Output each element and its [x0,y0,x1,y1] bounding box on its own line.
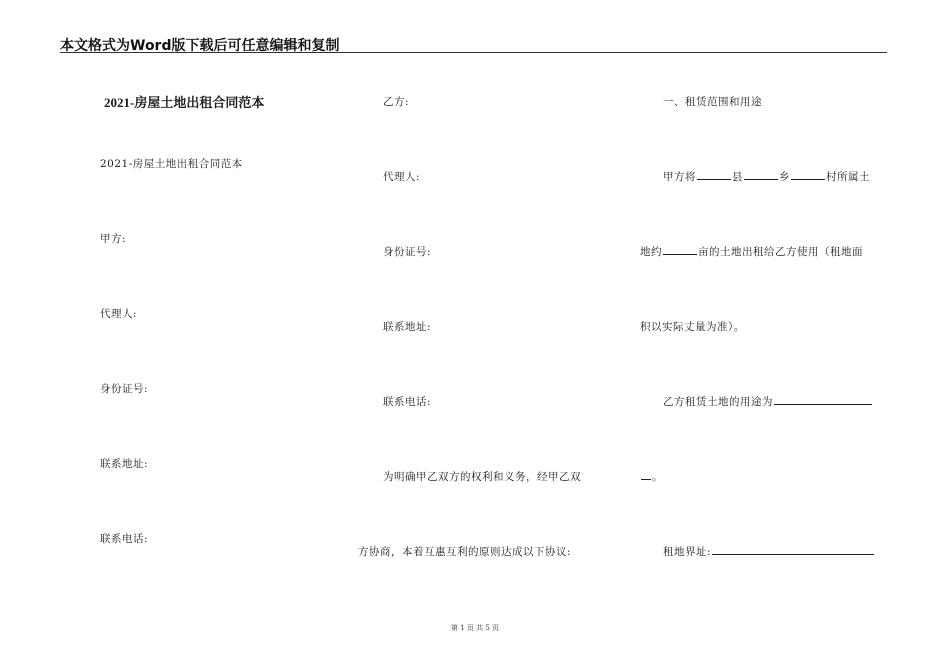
party-b-phone-label: 联系电话: [383,396,432,408]
document-title: 2021-房屋土地出租合同范本 [104,95,265,110]
clause-text: 甲方将 [663,171,696,183]
clause-text: 租地界址: [663,546,712,558]
party-a-label: 甲方: [100,233,127,245]
usage-blank-continued [641,469,651,480]
clause-text: 县 [732,171,743,183]
party-b-label: 乙方: [383,96,410,108]
page-number: 第 1 页 共 5 页 [450,624,500,632]
clause-line-1 [663,169,870,184]
usage-blank [774,394,872,405]
clause-text: 地约 [640,246,662,258]
party-b-address-label: 联系地址: [383,321,432,333]
party-a-agent-label: 代理人: [100,308,138,320]
header-title: 本文格式为Word版下载后可任意编辑和复制 [60,38,340,54]
document-subtitle: 2021-房屋土地出租合同范本 [100,158,243,170]
clause-text: 乡 [779,171,790,183]
county-blank [697,169,731,180]
party-b-agent-label: 代理人: [383,171,421,183]
section-heading-scope: 一、租赁范围和用途 [663,96,762,108]
boundary-blank [712,544,874,555]
clause-line-6 [663,544,875,559]
village-blank [791,169,825,180]
clause-line-2 [640,244,863,259]
area-blank [663,244,697,255]
party-a-address-label: 联系地址: [100,458,149,470]
clause-text: 。 [652,471,663,483]
party-b-id-label: 身份证号: [383,246,432,258]
intro-line-1: 为明确甲乙双方的权利和义务，经甲乙双 [383,471,581,483]
clause-line-3: 积以实际丈量为准）。 [640,321,745,333]
party-a-phone-label: 联系电话: [100,533,149,545]
party-a-id-label: 身份证号: [100,383,149,395]
intro-line-2: 方协商，本着互惠互利的原则达成以下协议: [358,546,572,558]
clause-line-4 [663,394,873,409]
clause-text: 亩的土地出租给乙方使用（租地面 [698,246,863,258]
clause-text: 村所属土 [826,171,870,183]
clause-text: 乙方租赁土地的用途为 [663,396,773,408]
header-divider [60,52,887,53]
clause-line-5 [640,469,663,484]
township-blank [744,169,778,180]
